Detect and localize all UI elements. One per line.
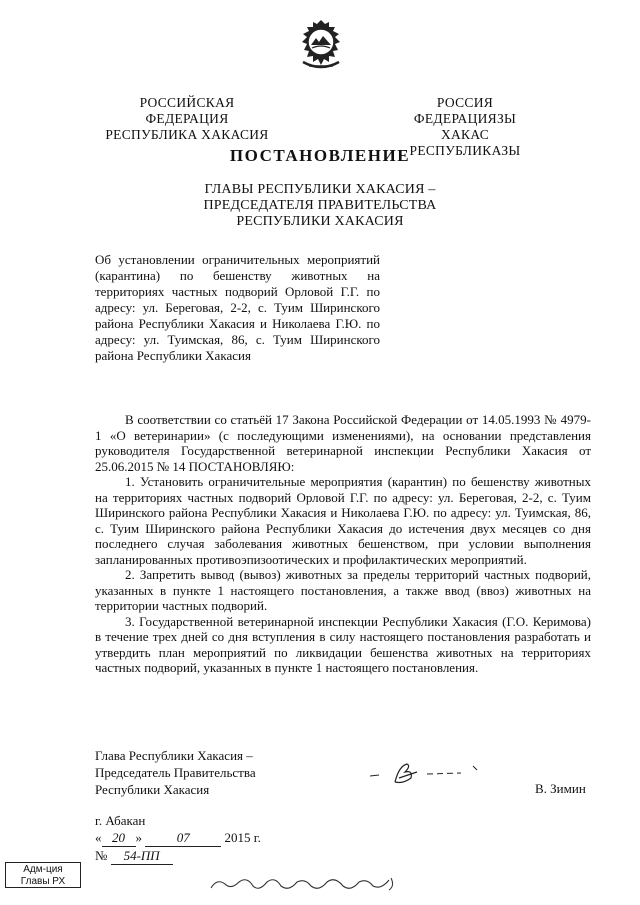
subtitle-line-2: ПРЕДСЕДАТЕЛЯ ПРАВИТЕЛЬСТВА [203,198,437,213]
subtitle-line-3: РЕСПУБЛИКИ ХАКАСИЯ [236,214,404,229]
handwritten-note [205,868,405,898]
header-left [97,95,277,143]
document-body [95,412,591,676]
signatory-line-2: Председатель Правительства [95,765,256,780]
handwritten-signature [365,758,495,788]
stamp-line-1: Адм-ция [23,864,63,875]
subject-block: Об установлении ограничительных мероприятий (карантина) по бешенству животных на территориях частных подворий Орловой Г.Г. по адресу: ул. Береговая, 2-2, с. Туим Ширинского района Республики Хакасия и Николаева Г.Ю. по адресу: ул. Туимская, 86, с. Туим Ширинского района Республики Хакасия [95,252,380,363]
date-line [95,829,261,847]
item-paragraph-3: 3. Государственной ветеринарной инспекции Республики Хакасия (Г.О. Керимова) в течение трех дней со дня вступления в силу настоящего постановления разработать и утвердить план мероприятий по ликвидации бешенства животных на территориях частных подворий, указанных в пункте 1 настоящего постановления. [95,613,591,675]
quote-open: « [95,830,102,845]
registry-stamp [5,862,81,888]
header-right-line-2: ХАКАС РЕСПУБЛИКАЗЫ [409,127,521,158]
date-day: 20 [102,829,136,847]
signatory-line-1: Глава Республики Хакасия – [95,748,253,763]
signatory-position [95,747,315,798]
item-paragraph-1: 1. Установить ограничительные мероприятия (карантин) по бешенству животных на территориях частных подворий Орловой Г.Г. по адресу: ул. Береговая, 2-2, с. Туим Ширинского района Республики Хакасия и Николаева Г.Ю. по адресу: ул. Туимская, 86, с. Туим Ширинского района Республики Хакасия до истечения двух месяцев со дня последнего случая заболевания животных бешенством, при условии выполнения запланированных противоэпизоотических и профилактических мероприятий. [95,474,591,567]
signatory-line-3: Республики Хакасия [95,782,210,797]
signatory-name: В. Зимин [535,781,586,796]
item-paragraph-2: 2. Запретить вывод (вывоз) животных за пределы территорий частных подворий, указанных в пункте 1 настоящего постановления, а также ввод (ввоз) животных на территории частных подворий. [95,567,591,613]
preamble-paragraph: В соответствии со статьёй 17 Закона Российской Федерации от 14.05.1993 № 4979-1 «О ветеринарии» (с последующими изменениями), на основании представления руководителя Государственной ветеринарной инспекции Республики Хакасия от 25.06.2015 № 14 ПОСТАНОВЛЯЮ: [95,412,591,474]
subtitle-line-1: ГЛАВЫ РЕСПУБЛИКИ ХАКАСИЯ – [204,182,436,197]
date-year: 2015 г. [224,830,261,845]
coat-of-arms-emblem [295,18,347,74]
number-label: № [95,848,108,863]
number-line [95,847,261,865]
header-left-line-2: РЕСПУБЛИКА ХАКАСИЯ [105,127,269,142]
header-left-line-1: РОССИЙСКАЯ ФЕДЕРАЦИЯ [139,95,235,126]
place-and-date [95,812,261,865]
document-subtitle [170,182,470,230]
date-month: 07 [145,829,221,847]
document-number: 54-ПП [111,847,173,865]
city: г. Абакан [95,813,146,828]
document-title: ПОСТАНОВЛЕНИЕ [229,146,411,165]
quote-close: » [135,830,142,845]
header-right-line-1: РОССИЯ ФЕДЕРАЦИЯЗЫ [413,95,517,126]
stamp-line-2: Главы РХ [20,876,66,887]
